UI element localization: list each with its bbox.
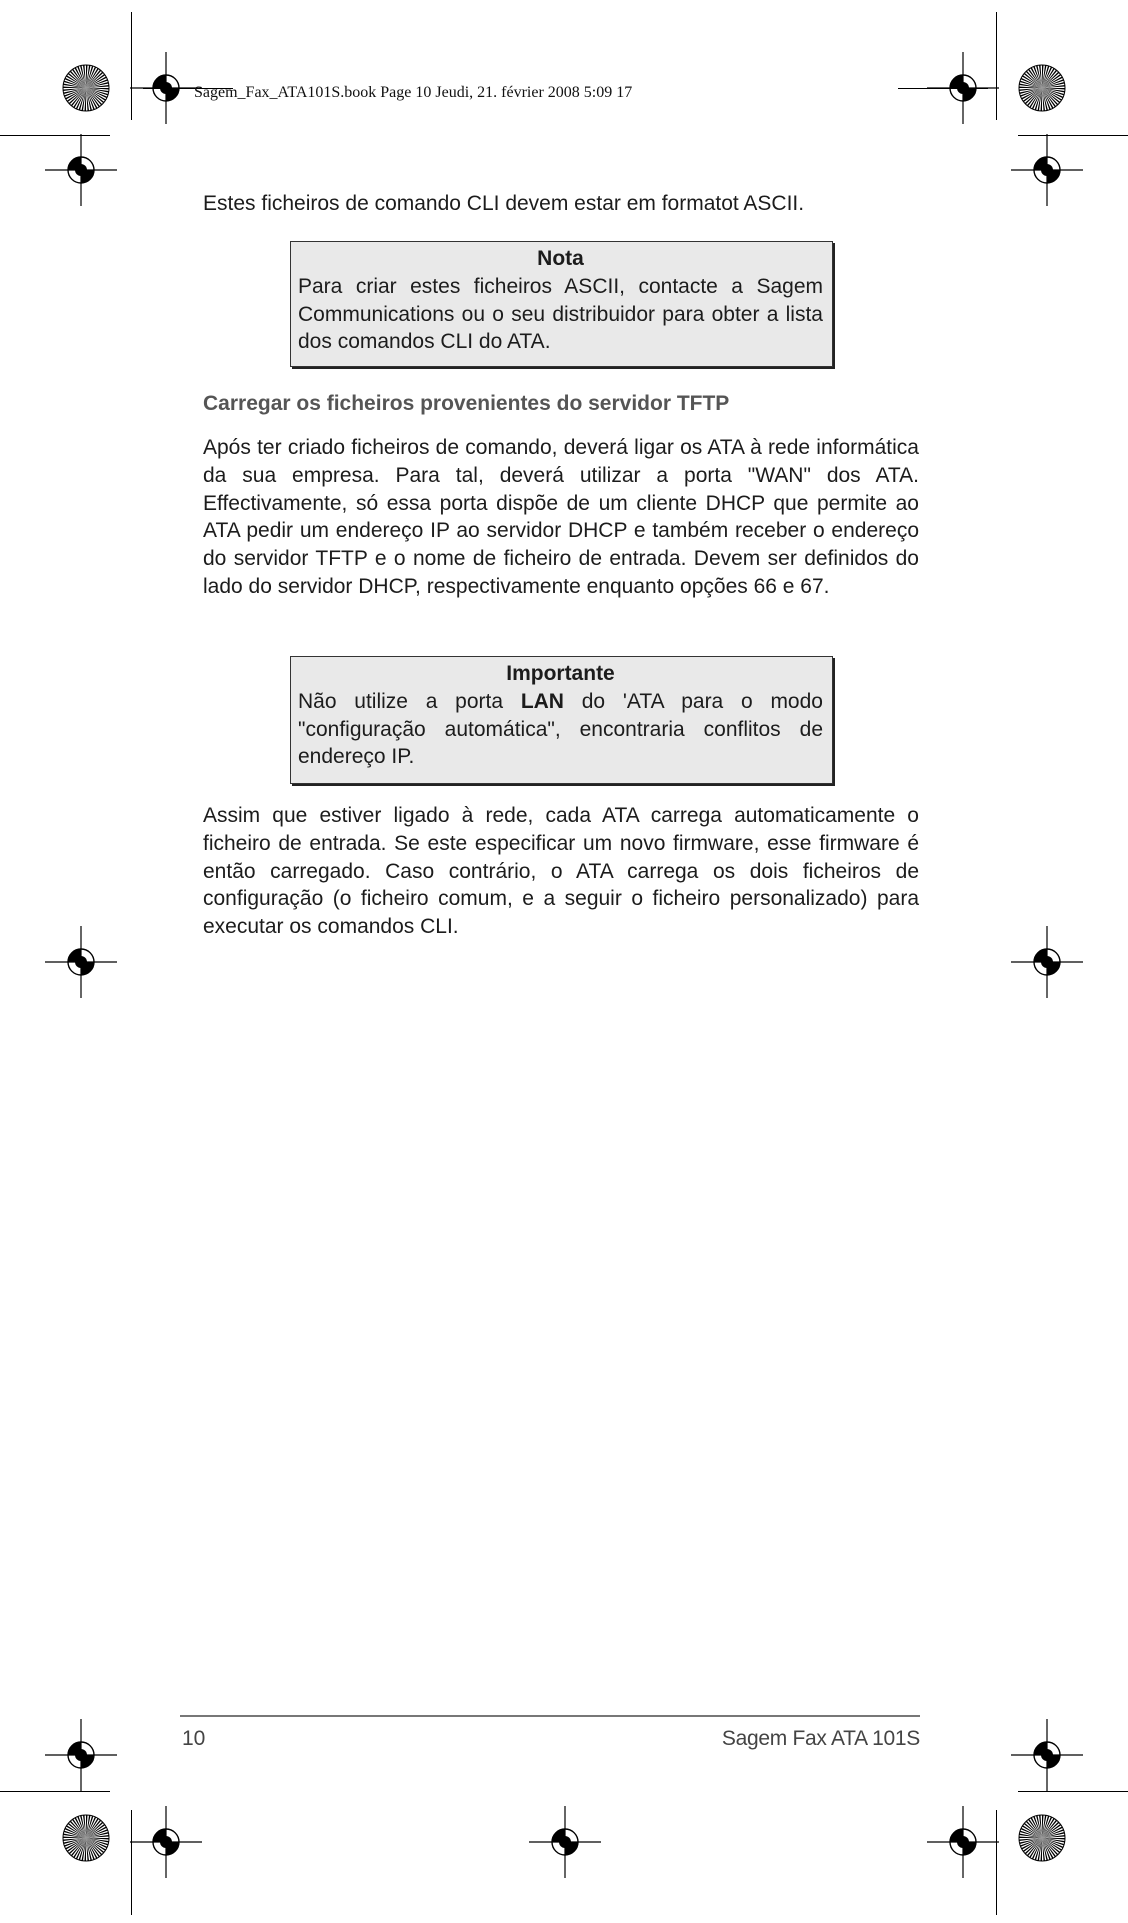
registration-mark-icon [166, 88, 167, 89]
body-paragraph-1: Após ter criado ficheiros de comando, deverá ligar os ATA à rede informática da sua empresa. Para tal, deverá utilizar a porta "WAN" dos ATA. Effectivamente, só essa porta dispõe de um cliente DHCP que permite ao ATA pedir um endereço IP ao servidor DHCP e também receber o endereço do servidor TFTP e o nome de ficheiro de entrada. Devem ser definidos do lado do servidor DHCP, respectivamente enquanto opções 66 e 67. [203, 436, 919, 598]
intro-paragraph: Estes ficheiros de comando CLI devem estar em formatot ASCII. [203, 192, 805, 215]
body-paragraph-2: Assim que estiver ligado à rede, cada ATA carrega automaticamente o ficheiro de entrada. Se este especificar um novo firmware, esse firmware é então carregado. Caso contrário, o ATA carrega os dois ficheiros de configuração (o ficheiro comum, e a seguir o ficheiro personalizado) para executar os comandos CLI. [203, 804, 919, 939]
important-text-bold: LAN [520, 689, 564, 713]
important-text-part: Não utilize a porta [298, 689, 521, 713]
registration-mark-icon [565, 1842, 566, 1843]
footer-product-name: Sagem Fax ATA 101S [721, 1727, 920, 1750]
registration-mark-icon [1047, 962, 1048, 963]
trim-line [131, 1810, 132, 1915]
important-box [290, 656, 833, 784]
trim-line [131, 12, 132, 120]
starburst-icon [1042, 1838, 1043, 1839]
note-title: Nota [537, 247, 584, 270]
registration-mark-icon [1047, 170, 1048, 171]
starburst-icon [86, 88, 87, 89]
registration-mark-icon [963, 1842, 964, 1843]
starburst-icon [86, 1838, 87, 1839]
important-text [298, 690, 823, 769]
page-number: 10 [182, 1727, 206, 1750]
registration-mark-icon [81, 962, 82, 963]
trim-line [996, 1810, 997, 1915]
important-title: Importante [506, 662, 615, 685]
trim-line [1018, 135, 1128, 136]
note-text: Para criar estes ficheiros ASCII, contacte a Sagem Communications ou o seu distribuidor para obter a lista dos comandos CLI do ATA. [298, 274, 823, 354]
important-text-part: do 'ATA para o modo "configuração automática", encontraria conflitos de endereço IP. [298, 689, 823, 769]
registration-mark-icon [963, 88, 964, 89]
trim-line [0, 1791, 110, 1792]
starburst-icon [1042, 88, 1043, 89]
registration-mark-icon [81, 170, 82, 171]
footer-rule [180, 1715, 920, 1717]
section-heading: Carregar os ficheiros provenientes do servidor TFTP [203, 392, 730, 415]
note-box [290, 241, 833, 367]
file-info-header: Sagem_Fax_ATA101S.book Page 10 Jeudi, 21. février 2008 5:09 17 [194, 84, 633, 101]
registration-mark-icon [166, 1842, 167, 1843]
trim-line [996, 12, 997, 120]
registration-mark-icon [1047, 1755, 1048, 1756]
trim-line [0, 135, 110, 136]
trim-line [1018, 1791, 1128, 1792]
registration-mark-icon [81, 1755, 82, 1756]
